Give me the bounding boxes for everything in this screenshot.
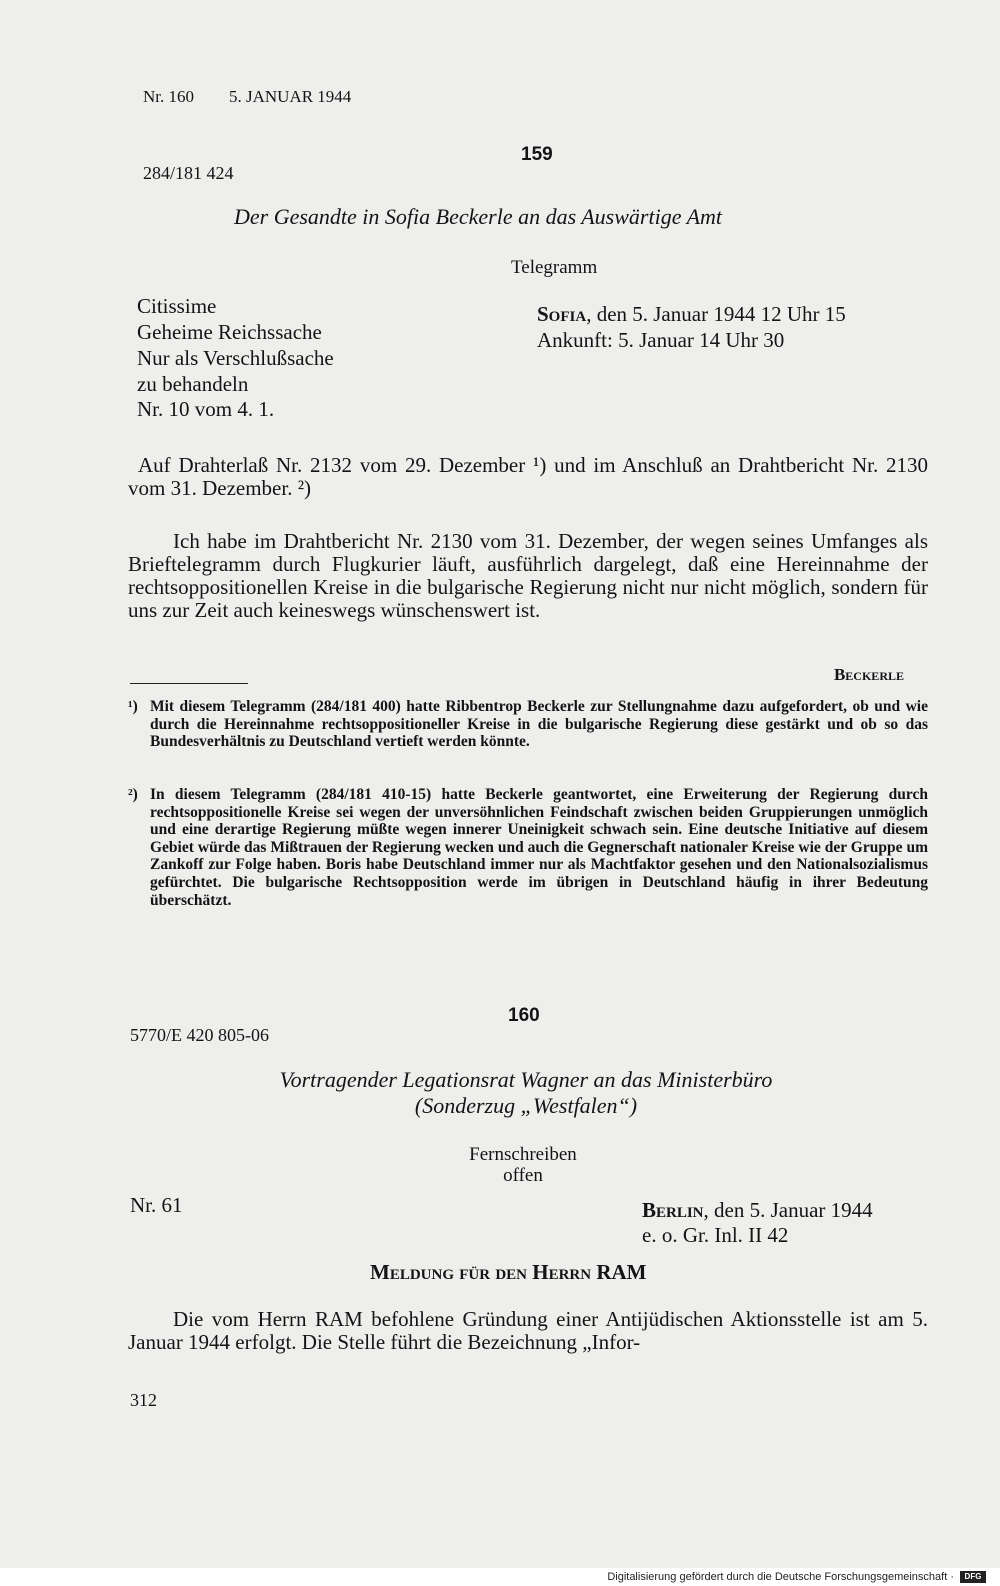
footnote: ¹) Mit diesem Telegramm (284/181 400) hatte Ribbentrop Beckerle zur Stellungnahme dazu aufgefordert, ob und wie durch die Hereinnahme rechtsoppositioneller Kreise in die bulgarische Regierung diese gestärkt und ob so das Bundesverhältnis zu Deutschland vertieft werden könnte. (128, 698, 928, 751)
body-paragraph: Auf Drahterlaß Nr. 2132 vom 29. Dezember ¹) und im Anschluß an Drahtbericht Nr. 2130 vom 31. Dezember. ²) (128, 453, 928, 500)
classification-line: Nr. 10 vom 4. 1. (137, 397, 275, 421)
dateline (537, 302, 846, 326)
file-reference: e. o. Gr. Inl. II 42 (642, 1223, 789, 1247)
dateline-text: , den 5. Januar 1944 (703, 1198, 873, 1222)
footer-text: Digitalisierung gefördert durch die Deutsche Forschungsgemeinschaft · (607, 1571, 954, 1583)
document-number-160: 160 (508, 1005, 540, 1026)
page-number: 312 (130, 1390, 157, 1410)
footnote: ²) In diesem Telegramm (284/181 410-15) hatte Beckerle geantwortet, eine Erweiterung der Regierung durch rechtsoppositionelle Kreise sei wegen der unversöhnlichen Feindschaft zwischen beiden Gruppierungen unmöglich und eine derartige Regierung müßte wegen innerer Uneinigkeit schwach sein. Eine deutsche Initiative auf diesem Gebiet würde das Mißtrauen der Regierung wecken und auch die Gegnerschaft nationaler Kreise wie der Gruppe um Zankoff zur Folge haben. Boris habe Deutschland immer nur als Machtfaktor gesehen und den Nationalsozialismus gefürchtet. Die bulgarische Rechtsopposition werde im übrigen in Deutschland häufig in ihrer Bedeutung überschätzt. (128, 786, 928, 909)
place-name: Berlin (642, 1198, 704, 1222)
running-header-number: Nr. 160 (143, 87, 194, 106)
document-title: (Sonderzug „Westfalen“) (414, 1093, 638, 1118)
document-type: Fernschreiben (469, 1144, 577, 1165)
signature: Beckerle (833, 665, 904, 684)
arrival-line: Ankunft: 5. Januar 14 Uhr 30 (537, 328, 785, 352)
document-number-159: 159 (521, 144, 553, 165)
document-title: Vortragender Legationsrat Wagner an das Ministerbüro (279, 1067, 773, 1092)
classification-line: Geheime Reichssache (137, 320, 322, 344)
body-paragraph: Die vom Herrn RAM befohlene Gründung einer Antijüdischen Aktionsstelle ist am 5. Januar 1944 erfolgt. Die Stelle führt die Bezeichnung „Infor- (128, 1307, 928, 1354)
dfg-logo: DFG (960, 1571, 986, 1583)
body-paragraph: Ich habe im Drahtbericht Nr. 2130 vom 31. Dezember, der wegen seines Umfanges als Brieftelegramm durch Flugkurier läuft, ausführlich dargelegt, daß eine Hereinnahme der rechtsoppositionellen Kreise in die bulgarische Regierung nicht nur nicht möglich, sondern für uns zur Zeit auch keineswegs wünschenswert ist. (128, 529, 928, 622)
telegram-number: Nr. 61 (130, 1193, 183, 1217)
dateline-text: , den 5. Januar 1944 12 Uhr 15 (586, 302, 846, 326)
subject-line: Meldung für den Herrn RAM (370, 1260, 647, 1284)
document-type: Telegramm (511, 257, 598, 278)
document-type: offen (503, 1165, 543, 1186)
digitization-footer (0, 1568, 1000, 1586)
document-title: Der Gesandte in Sofia Beckerle an das Auswärtige Amt (234, 204, 723, 229)
place-name: Sofia (537, 302, 587, 326)
running-header-date: 5. JANUAR 1944 (229, 87, 352, 106)
footnote-divider (130, 683, 248, 684)
classification-line: Nur als Verschlußsache (137, 346, 334, 370)
document-reference: 284/181 424 (143, 163, 234, 183)
dateline (642, 1198, 873, 1222)
document-reference: 5770/E 420 805-06 (130, 1025, 269, 1045)
classification-line: zu behandeln (137, 372, 249, 396)
classification-line: Citissime (137, 294, 217, 318)
